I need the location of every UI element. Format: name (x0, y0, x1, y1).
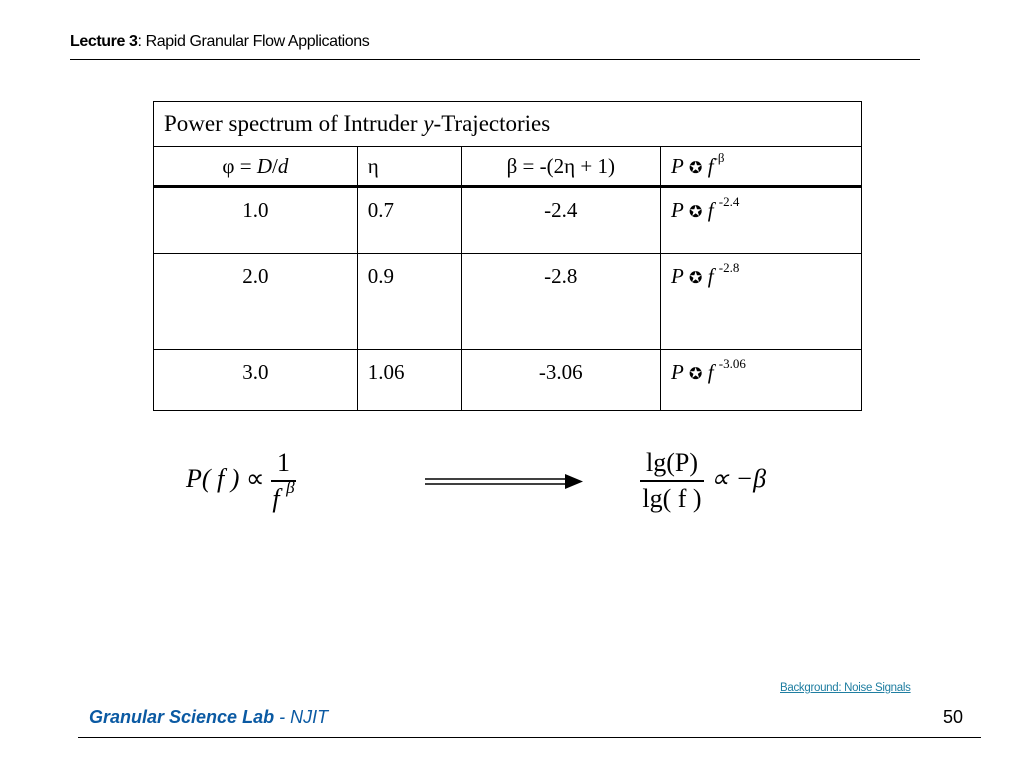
page-number: 50 (942, 707, 963, 727)
lab-name: Granular Science Lab - NJIT (89, 707, 329, 727)
power-spectrum-table (153, 101, 862, 411)
proportional-icon: ✪ (689, 364, 703, 383)
fraction-one-over-f-beta: $\frac{1}{f ^\beta}$ (272, 448, 295, 513)
fraction-log-ratio: $\frac{\lg(P)}{\lg( f )}$ (640, 448, 704, 514)
proportional-icon: ✪ (689, 268, 703, 287)
lecture-label: Lecture 3 (70, 33, 138, 50)
header-beta: β = -(2η + 1) (461, 147, 660, 187)
proportional-icon: ✪ (689, 157, 703, 177)
header-eta: η (357, 147, 461, 187)
table-row: 1.0 0.7 -2.4 P ✪ f $^{-2.4}$ (154, 187, 862, 254)
table-row: 3.0 1.06 -3.06 P ✪ f $^{-3.06}$ (154, 350, 862, 411)
slide-header (70, 33, 920, 60)
equation-left: P( f ) ∝ $\frac{1}{f ^\beta}$ (186, 448, 295, 513)
right-arrow-icon (425, 472, 583, 492)
table-row: 2.0 0.9 -2.8 P ✪ f $^{-2.8}$ (154, 254, 862, 350)
header-power: P ✪ $f^{-\beta}$ (660, 147, 861, 187)
proportional-icon: ✪ (689, 202, 703, 221)
table-title: Power spectrum of Intruder y-Trajectories (154, 102, 862, 147)
table-header-row (154, 147, 862, 187)
background-noise-signals-link[interactable]: Background: Noise Signals (780, 682, 911, 694)
header-phi: φ = D/d (154, 147, 358, 187)
equation-right: $\frac{\lg(P)}{\lg( f )}$ ∝ −β (640, 448, 766, 514)
slide-footer (78, 705, 981, 738)
lecture-title: : Rapid Granular Flow Applications (137, 33, 370, 50)
